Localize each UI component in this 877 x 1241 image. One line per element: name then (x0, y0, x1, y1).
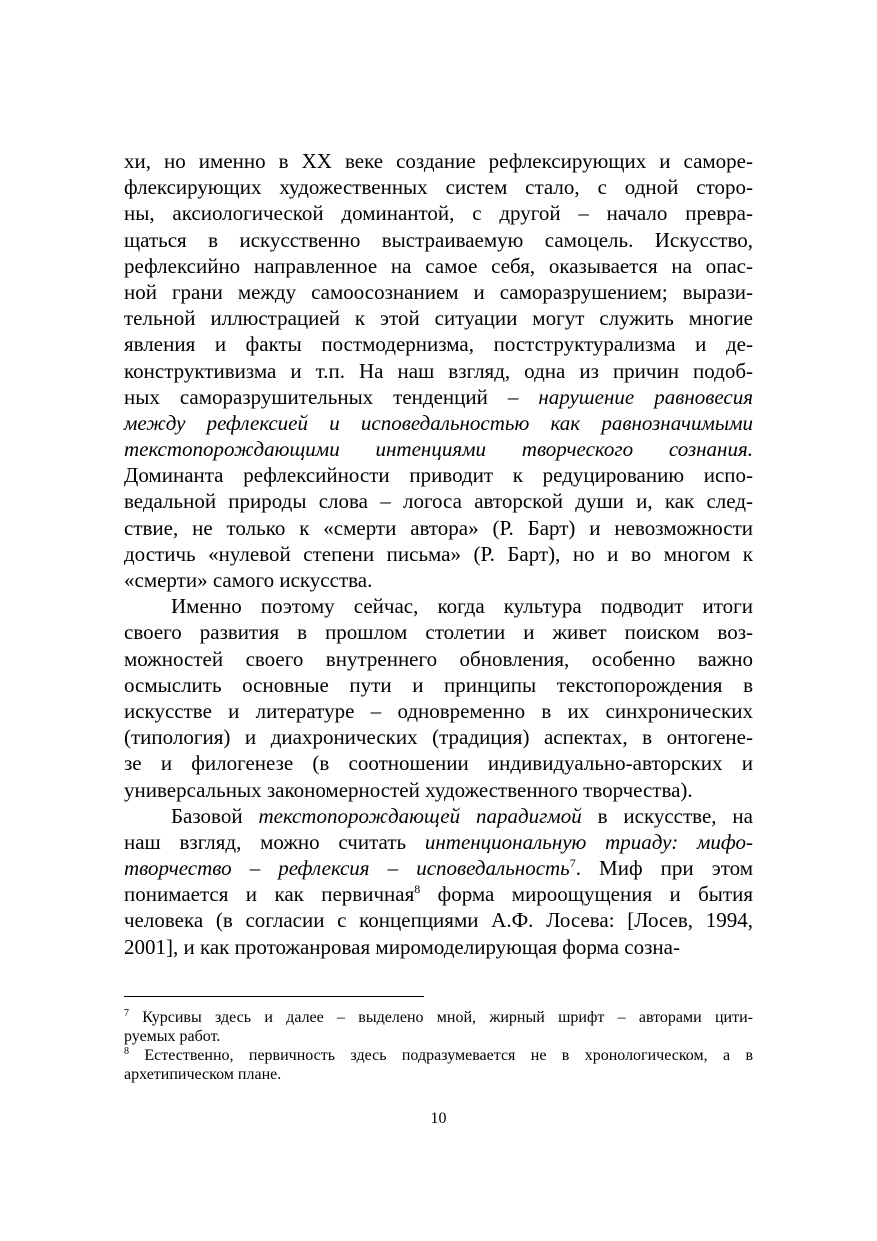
text-segment: щаться в искусственно выстраиваемую самоцель. Искусство, (124, 227, 753, 252)
footnote (124, 1008, 753, 1046)
text-line (124, 227, 753, 253)
text-line (124, 174, 753, 200)
text-segment: 2001], и как протожанровая миромоделирующая форма созна- (124, 934, 680, 959)
text-segment: ны, аксиологической доминантой, с другой – начало превра- (124, 201, 753, 226)
text-line (124, 515, 753, 541)
text-segment: руемых работ. (124, 1028, 221, 1045)
text-line (124, 619, 753, 645)
text-segment: наш взгляд, можно считать (124, 829, 425, 854)
text-line (124, 384, 753, 410)
text-line (124, 698, 753, 724)
text-line (124, 488, 753, 514)
text-line (124, 541, 753, 567)
footnote-line (124, 1027, 753, 1046)
text-segment: Базовой (171, 803, 259, 828)
footnote-line (124, 1046, 753, 1065)
text-line (124, 777, 753, 803)
text-line (124, 436, 753, 462)
text-segment: искусстве и литературе – одновременно в их синхронических (124, 698, 753, 723)
italic-text: текстопорождающей парадигмой (258, 803, 582, 828)
text-line (124, 803, 753, 829)
text-segment: (типология) и диахронических (традиция) аспектах, в онтогене- (124, 725, 753, 750)
italic-text: текстопорождающими интенциями творческого сознания. (124, 437, 753, 462)
text-line (124, 410, 753, 436)
footnote-marker: 8 (124, 1046, 129, 1057)
text-segment: хи, но именно в XX веке создание рефлексирующих и саморе- (124, 149, 753, 173)
text-segment: форма мироощущения и бытия (420, 882, 753, 907)
footnote-marker: 7 (569, 856, 576, 871)
text-segment: явления и факты постмодернизма, постструктурализма и де- (124, 332, 753, 357)
footnote (124, 1046, 753, 1084)
text-line (124, 724, 753, 750)
text-segment: зе и филогенезе (в соотношении индивидуально-авторских и (124, 751, 753, 776)
text-line (124, 646, 753, 672)
text-line (124, 907, 753, 933)
text-segment: архетипическом плане. (124, 1066, 282, 1083)
text-segment: ных саморазрушительных тенденций – (124, 384, 539, 409)
text-segment: в искусстве, на (581, 803, 753, 828)
text-line (124, 567, 753, 593)
text-line (124, 331, 753, 357)
text-segment: Именно поэтому сейчас, когда культура подводит итоги (171, 594, 753, 619)
text-segment: можностей своего внутреннего обновления, особенно важно (124, 646, 753, 671)
text-line (124, 148, 753, 174)
italic-text: творчество – рефлексия – исповедальность (124, 856, 570, 881)
text-segment: «смерти» самого искусства. (124, 568, 373, 592)
text-segment: рефлексийно направленное на самое себя, оказывается на опас- (124, 253, 753, 278)
text-segment: Курсивы здесь и далее – выделено мной, жирный шрифт – авторами цити- (129, 1009, 753, 1026)
body-text (124, 148, 753, 960)
text-segment: тельной иллюстрацией к этой ситуации могут служить многие (124, 306, 753, 331)
text-line (124, 593, 753, 619)
text-segment: . Миф при этом (575, 856, 754, 881)
text-line (124, 750, 753, 776)
text-segment: универсальных закономерностей художественного творчества). (124, 777, 693, 802)
text-segment: понимается и как первичная (124, 882, 415, 907)
page-number: 10 (430, 1110, 447, 1127)
text-line (124, 934, 753, 960)
text-segment: конструктивизма и т.п. На наш взгляд, одна из причин подоб- (124, 358, 753, 383)
paragraph (124, 593, 753, 803)
text-line (124, 253, 753, 279)
text-segment: Доминанта рефлексийности приводит к редуцированию испо- (124, 463, 753, 488)
text-line (124, 462, 753, 488)
text-line (124, 305, 753, 331)
text-line (124, 881, 753, 907)
footnote-marker: 8 (414, 882, 421, 897)
footnote-marker: 7 (124, 1008, 129, 1019)
text-line (124, 829, 753, 855)
text-segment: Естественно, первичность здесь подразумевается не в хронологическом, а в (129, 1047, 753, 1064)
text-segment: ной грани между самоосознанием и саморазрушением; вырази- (124, 279, 753, 304)
text-line (124, 279, 753, 305)
text-segment: ведальной природы слова – логоса авторской души и, как след- (124, 489, 753, 514)
footnote-separator (124, 996, 424, 997)
text-line (124, 358, 753, 384)
paragraph (124, 803, 753, 960)
italic-text: нарушение равновесия (538, 384, 753, 409)
italic-text: интенциональную триаду: мифо- (424, 829, 753, 854)
text-line (124, 672, 753, 698)
italic-text: между рефлексией и исповедальностью как равнозначимыми (124, 410, 753, 435)
text-segment: человека (в согласии с концепциями А.Ф. Лосева: [Лосев, 1994, (124, 908, 753, 933)
footnotes (124, 1008, 753, 1084)
text-line (124, 855, 753, 881)
footnote-line (124, 1008, 753, 1027)
paragraph (124, 148, 753, 593)
text-segment: достичь «нулевой степени письма» (Р. Барт), но и во многом к (124, 541, 753, 566)
text-segment: своего развития в прошлом столетии и живет поиском воз- (124, 620, 753, 645)
text-segment: ствие, не только к «смерти автора» (Р. Барт) и невозможности (124, 515, 753, 540)
footnote-line (124, 1065, 753, 1084)
text-line (124, 200, 753, 226)
text-segment: осмыслить основные пути и принципы текстопорождения в (124, 672, 753, 697)
text-segment: флексирующих художественных систем стало, с одной сторо- (124, 175, 753, 200)
